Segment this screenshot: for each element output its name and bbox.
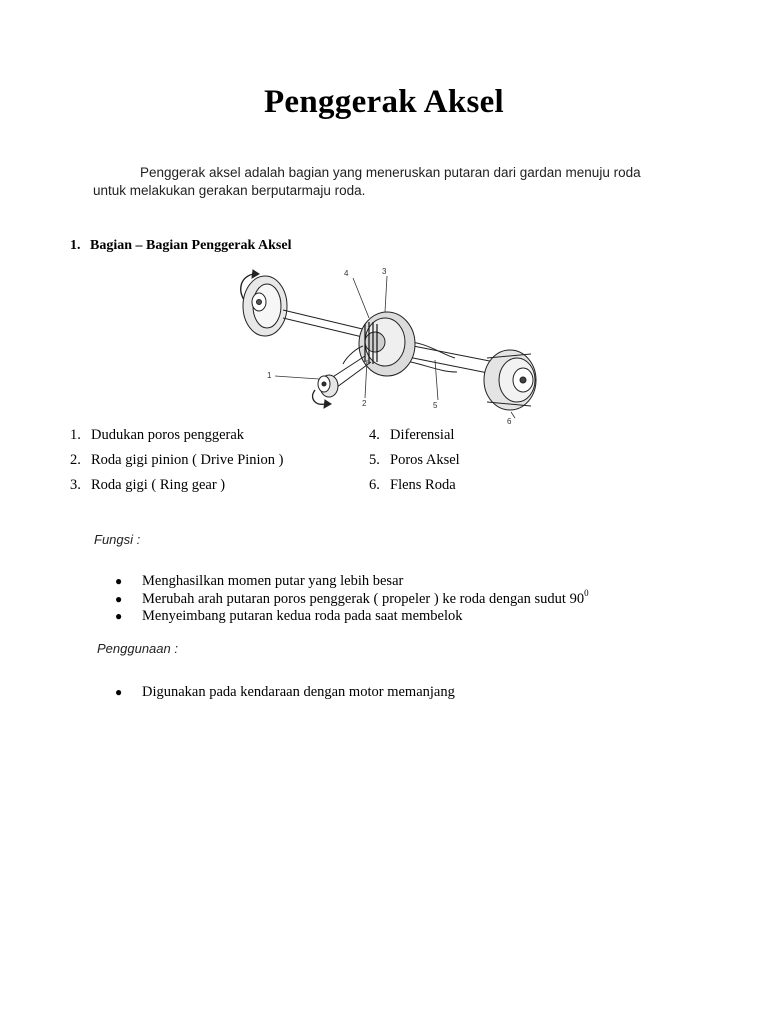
list-item: 5. Poros Aksel (369, 452, 460, 468)
bullet-icon: ● (115, 574, 123, 588)
callout-3: 3 (382, 267, 387, 276)
callout-1: 1 (267, 371, 272, 380)
parts-list-right (369, 425, 460, 500)
list-item: 3. Roda gigi ( Ring gear ) (70, 477, 226, 493)
intro-paragraph (93, 164, 663, 200)
penggunaan-label: Penggunaan : (97, 641, 178, 656)
bullet-icon: ● (115, 609, 123, 623)
bullet-icon: ● (115, 685, 123, 699)
section-heading (70, 238, 291, 254)
parts-list-left (70, 425, 284, 500)
callout-6: 6 (507, 417, 512, 426)
page-title: Penggerak Aksel (263, 84, 505, 120)
callout-2: 2 (362, 399, 367, 408)
fungsi-label: Fungsi : (94, 532, 141, 547)
degree-superscript: 0 (584, 587, 589, 598)
section-heading-text: Bagian – Bagian Penggerak Aksel (90, 238, 292, 253)
list-item: 6. Flens Roda (369, 477, 456, 493)
list-item: 4. Diferensial (369, 427, 455, 443)
section-number: 1. (70, 238, 81, 253)
bullet-icon: ● (115, 591, 123, 606)
list-item: 2. Roda gigi pinion ( Drive Pinion ) (70, 452, 284, 468)
callout-4: 4 (344, 269, 349, 278)
intro-text: Penggerak aksel adalah bagian yang meneruskan putaran dari gardan menuju roda untuk melakukan gerakan berputarmaju roda. (93, 165, 641, 198)
rear-axle-diagram (225, 262, 545, 426)
callout-5: 5 (433, 401, 438, 410)
list-item: 1. Dudukan poros penggerak (70, 427, 245, 443)
